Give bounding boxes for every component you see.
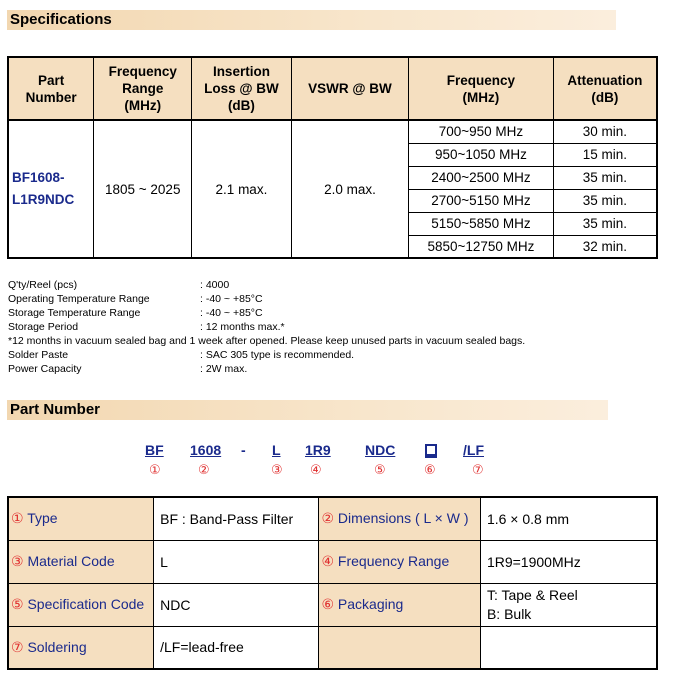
- code-material: L: [272, 442, 281, 458]
- material-code-value: L: [154, 540, 319, 583]
- note-label: Solder Paste: [8, 349, 69, 361]
- note-label: Q'ty/Reel (pcs): [8, 279, 78, 291]
- empty-value-cell: [480, 626, 657, 669]
- circle-number: ⑦: [472, 462, 484, 477]
- specification-code-value: NDC: [154, 583, 319, 626]
- note-value: : 12 months max.*: [200, 321, 285, 333]
- code-dimensions: 1608: [190, 442, 222, 458]
- attenuation-frequency: 5150~5850 MHz: [409, 212, 553, 235]
- note-value: : 2W max.: [200, 363, 248, 375]
- specifications-table: [7, 56, 658, 259]
- packaging-label: ⑥ Packaging: [319, 583, 480, 626]
- frequency-range-label: ④ Frequency Range: [319, 540, 480, 583]
- code-specification: NDC: [365, 442, 396, 458]
- circle-number: ①: [149, 462, 161, 477]
- packaging-value: T: Tape & Reel B: Bulk: [480, 583, 657, 626]
- part-number-heading: Part Number: [7, 400, 608, 420]
- header-attenuation: Attenuation (dB): [553, 57, 657, 120]
- soldering-value: /LF=lead-free: [154, 626, 319, 669]
- attenuation-value: 30 min.: [553, 120, 657, 143]
- empty-label-cell: [319, 626, 480, 669]
- code-separator: -: [241, 442, 246, 458]
- type-label: ① Type: [8, 497, 154, 540]
- code-type: BF: [145, 442, 164, 458]
- code-frequency: 1R9: [305, 442, 331, 458]
- attenuation-value: 35 min.: [553, 212, 657, 235]
- part-number-value: BF1608- L1R9NDC: [8, 120, 94, 258]
- note-value: : SAC 305 type is recommended.: [200, 349, 355, 361]
- material-code-label: ③ Material Code: [8, 540, 154, 583]
- attenuation-frequency: 950~1050 MHz: [409, 143, 553, 166]
- specifications-heading: Specifications: [7, 10, 616, 30]
- header-vswr: VSWR @ BW: [291, 57, 408, 120]
- attenuation-value: 32 min.: [553, 235, 657, 258]
- note-label: Storage Temperature Range: [8, 307, 141, 319]
- soldering-label: ⑦ Soldering: [8, 626, 154, 669]
- note-value: : -40 ~ +85°C: [200, 293, 263, 305]
- attenuation-frequency: 2700~5150 MHz: [409, 189, 553, 212]
- header-frequency: Frequency (MHz): [409, 57, 553, 120]
- frequency-range-code-value: 1R9=1900MHz: [480, 540, 657, 583]
- attenuation-value: 35 min.: [553, 166, 657, 189]
- circle-number: ⑥: [424, 462, 436, 477]
- attenuation-value: 15 min.: [553, 143, 657, 166]
- type-value: BF : Band-Pass Filter: [154, 497, 319, 540]
- specification-code-label: ⑤ Specification Code: [8, 583, 154, 626]
- circle-number: ②: [198, 462, 210, 477]
- packaging-box-icon: [425, 444, 437, 456]
- attenuation-value: 35 min.: [553, 189, 657, 212]
- storage-footnote: *12 months in vacuum sealed bag and 1 week after opened. Please keep unused parts in vacuum sealed bags.: [8, 335, 526, 347]
- note-value: : -40 ~ +85°C: [200, 307, 263, 319]
- spec-notes: [8, 278, 525, 376]
- note-value: : 4000: [200, 279, 230, 291]
- attenuation-frequency: 5850~12750 MHz: [409, 235, 553, 258]
- header-part-number: Part Number: [8, 57, 94, 120]
- vswr-value: 2.0 max.: [291, 120, 408, 258]
- circle-number: ⑤: [374, 462, 386, 477]
- insertion-loss-value: 2.1 max.: [192, 120, 292, 258]
- header-frequency-range: Frequency Range (MHz): [94, 57, 192, 120]
- code-soldering: /LF: [463, 442, 484, 458]
- attenuation-frequency: 700~950 MHz: [409, 120, 553, 143]
- note-label: Power Capacity: [8, 363, 82, 375]
- header-insertion-loss: Insertion Loss @ BW (dB): [192, 57, 292, 120]
- circle-number: ④: [310, 462, 322, 477]
- note-label: Operating Temperature Range: [8, 293, 150, 305]
- note-label: Storage Period: [8, 321, 79, 333]
- circle-number: ③: [271, 462, 283, 477]
- dimensions-value: 1.6 × 0.8 mm: [480, 497, 657, 540]
- attenuation-frequency: 2400~2500 MHz: [409, 166, 553, 189]
- frequency-range-value: 1805 ~ 2025: [94, 120, 192, 258]
- part-number-table: [7, 496, 658, 670]
- dimensions-label: ② Dimensions ( L × W ): [319, 497, 480, 540]
